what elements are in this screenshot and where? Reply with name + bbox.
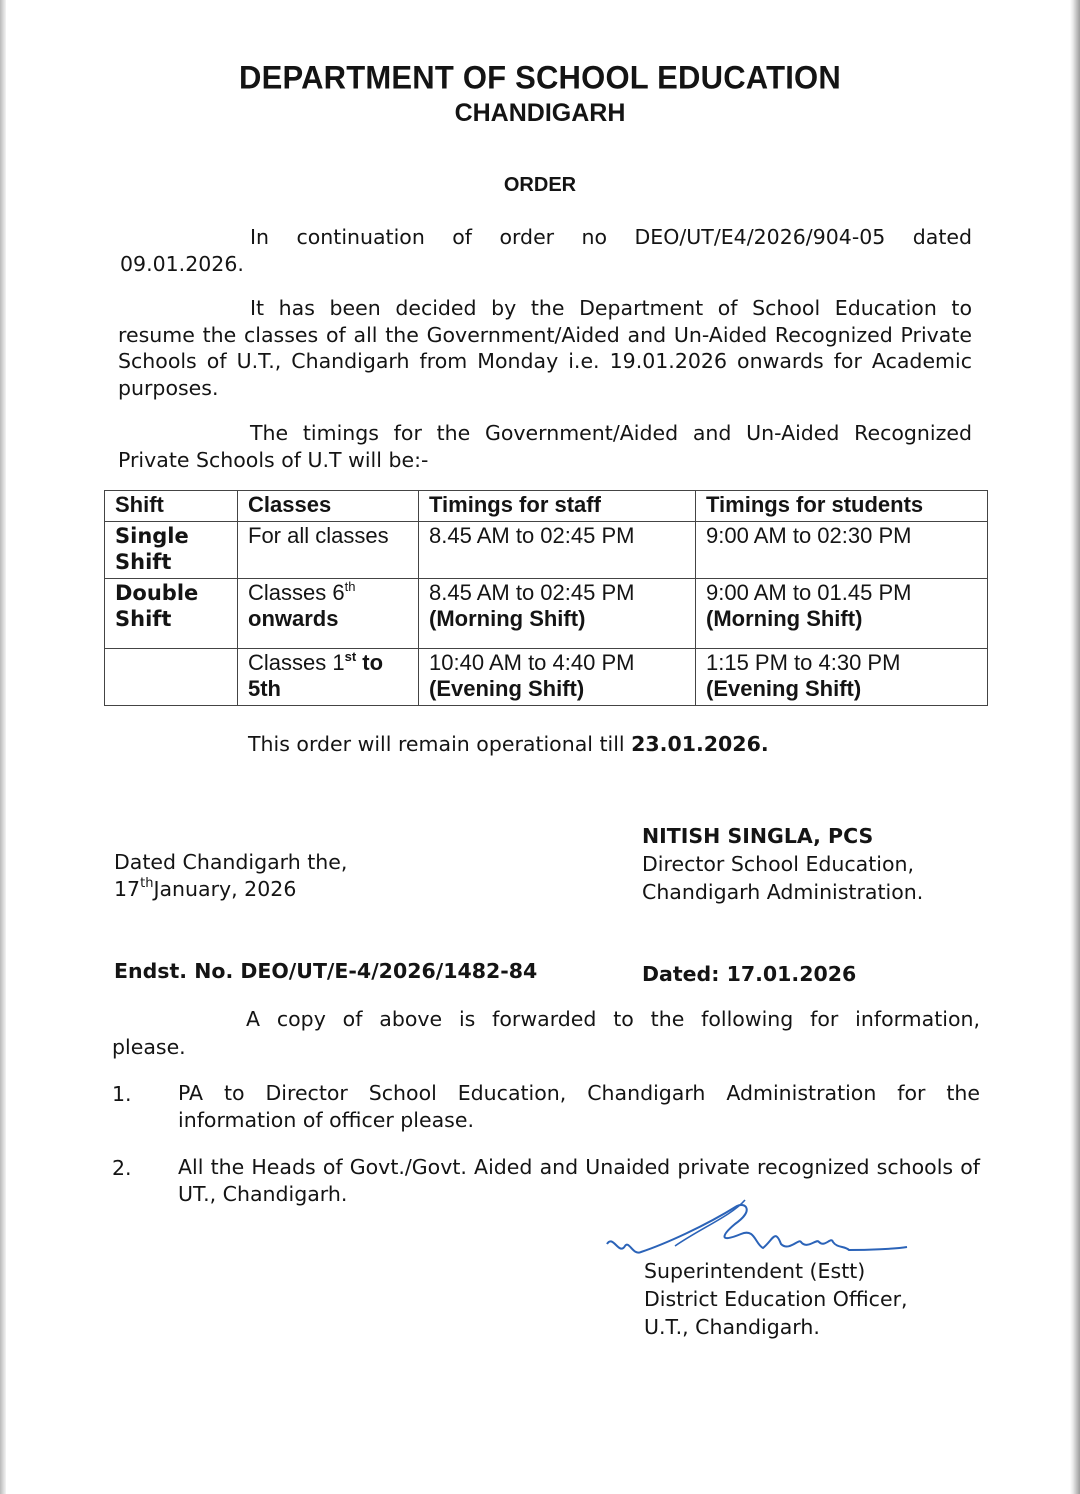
department-title: DEPARTMENT OF SCHOOL EDUCATION <box>239 59 841 96</box>
shift-note: (Evening Shift) <box>429 676 585 701</box>
list-item-number: 1. <box>112 1082 132 1106</box>
ordinal-suffix: st <box>344 649 357 664</box>
order-title: ORDER <box>503 174 577 196</box>
cell-staff-timing: 8.45 AM to 02:45 PM <box>419 522 696 579</box>
cell-student-timing <box>696 649 988 706</box>
table-header-row <box>105 491 988 522</box>
operational-date: 23.01.2026. <box>631 732 769 756</box>
staff-timing-value: 10:40 AM to 4:40 PM <box>429 650 635 675</box>
paragraph-timings-intro: The timings for the Government/Aided and Un-Aided Recognized Private Schools of U.T will be:- <box>118 421 972 472</box>
footer-signatory-office: District Education Officer, <box>644 1287 908 1311</box>
header-staff-timings: Timings for staff <box>419 491 696 522</box>
classes-tail: to 5th <box>248 650 384 701</box>
cell-shift: Single Shift <box>105 522 238 579</box>
header-shift: Shift <box>105 491 238 522</box>
copy-forward-line2: please. <box>112 1035 186 1059</box>
scan-edge-left <box>0 0 6 1494</box>
dated-month-year: January, 2026 <box>153 877 297 901</box>
student-timing-value: 1:15 PM to 4:30 PM <box>706 650 901 675</box>
city-title: CHANDIGARH <box>454 99 626 127</box>
classes-label: Classes 6 <box>248 580 345 605</box>
footer-signatory-title: Superintendent (Estt) <box>644 1259 866 1283</box>
cell-shift-empty <box>105 649 238 706</box>
table-row <box>105 522 988 579</box>
list-item-number: 2. <box>112 1156 132 1180</box>
copy-forward-line1: A copy of above is forwarded to the following for information, <box>246 1007 980 1031</box>
ordinal-suffix: th <box>344 579 356 594</box>
header-student-timings: Timings for students <box>696 491 988 522</box>
cell-classes <box>238 649 419 706</box>
classes-label: Classes 1 <box>248 650 345 675</box>
operational-note <box>248 731 769 758</box>
dated-day-suffix: th <box>140 876 154 891</box>
signatory-designation: Director School Education, <box>642 852 915 876</box>
cell-student-timing: 9:00 AM to 02:30 PM <box>696 522 988 579</box>
header-classes: Classes <box>238 491 419 522</box>
shift-note: (Morning Shift) <box>706 606 863 631</box>
list-item-text: PA to Director School Education, Chandigarh Administration for the information of officer please. <box>178 1081 980 1132</box>
signatory-name: NITISH SINGLA, PCS <box>642 824 874 848</box>
table-row <box>105 579 988 649</box>
dated-date <box>114 876 296 903</box>
cell-classes <box>238 579 419 649</box>
table-row <box>105 649 988 706</box>
operational-text: This order will remain operational till <box>248 732 625 756</box>
student-timing-value: 9:00 AM to 01.45 PM <box>706 580 912 605</box>
para1-line1: In continuation of order no DEO/UT/E4/2026/904-05 dated <box>250 225 972 249</box>
shift-note: (Morning Shift) <box>429 606 586 631</box>
scan-edge-right <box>1070 0 1080 1494</box>
list-item-text: All the Heads of Govt./Govt. Aided and Unaided private recognized schools of UT., Chandigarh. <box>178 1155 980 1206</box>
para1-line2: 09.01.2026. <box>120 252 244 276</box>
cell-staff-timing <box>419 649 696 706</box>
shift-note: (Evening Shift) <box>706 676 862 701</box>
classes-tail: onwards <box>248 606 339 631</box>
staff-timing-value: 8.45 AM to 02:45 PM <box>429 580 635 605</box>
endorsement-number: Endst. No. DEO/UT/E-4/2026/1482-84 <box>114 959 538 983</box>
cell-student-timing <box>696 579 988 649</box>
timings-table <box>104 490 988 706</box>
dated-place: Dated Chandigarh the, <box>114 850 348 874</box>
cell-classes: For all classes <box>238 522 419 579</box>
dated-day: 17 <box>114 877 141 901</box>
cell-staff-timing <box>419 579 696 649</box>
cell-shift: Double Shift <box>105 579 238 649</box>
endorsement-date: Dated: 17.01.2026 <box>642 962 857 986</box>
signatory-office: Chandigarh Administration. <box>642 880 924 904</box>
footer-signatory-place: U.T., Chandigarh. <box>644 1315 820 1339</box>
paragraph-resume-classes: It has been decided by the Department of School Education to resume the classes of all the Government/Aided and Un-Aided Recognized Private Schools of U.T., Chandigarh from Monday i.e. 19.01.2026 onwards for Academic purposes. <box>118 296 972 400</box>
